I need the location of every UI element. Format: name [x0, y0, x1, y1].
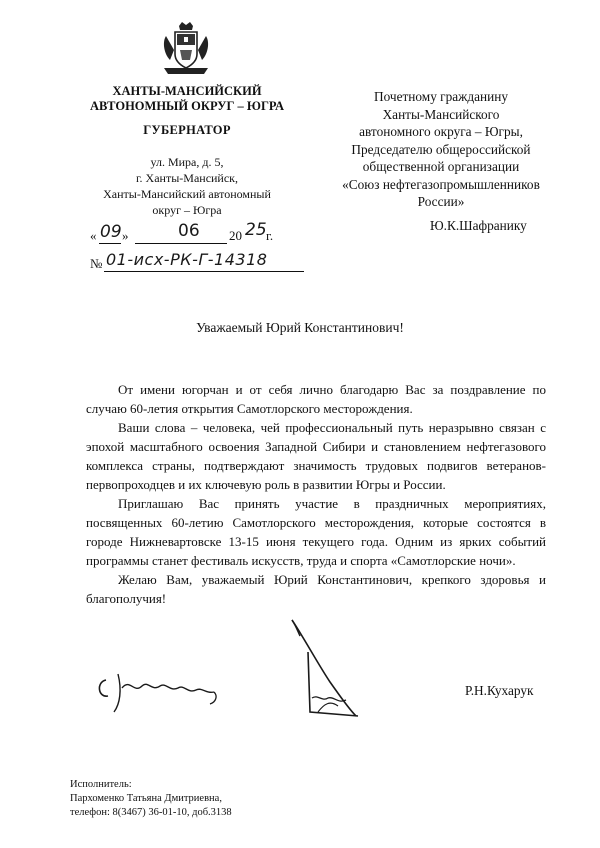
coat-of-arms-icon [160, 20, 212, 78]
executor-label: Исполнитель: [70, 779, 132, 790]
recipient-line: общественной организации [362, 159, 520, 174]
recipient-line: Председателю общероссийской [351, 141, 531, 157]
number-underline [104, 271, 304, 272]
recipient-block [316, 88, 566, 211]
recipient-line: «Союз нефтегазопромышленников [342, 176, 540, 192]
recipient-line: Почетному гражданину [373, 89, 509, 104]
signature-mark [278, 612, 388, 722]
address-line: г. Ханты-Мансийск, [135, 171, 239, 185]
org-line-1: ХАНТЫ-МАНСИЙСКИЙ [112, 84, 262, 98]
recipient-line: автономного округа – Югры, [359, 124, 523, 139]
date-close-quote: » [122, 228, 129, 243]
date-month-underline [135, 243, 227, 244]
executor-name: Пархоменко Татьяна Дмитриевна, [70, 793, 222, 804]
date-open-quote: « [90, 228, 97, 243]
executor-phone: телефон: 8(3467) 36-01-10, доб.3138 [70, 807, 232, 818]
signatory-name: Р.Н.Кухарук [465, 683, 534, 698]
org-line-2: АВТОНОМНЫЙ ОКРУГ – ЮГРА [89, 99, 284, 113]
address-line: Ханты-Мансийский автономный [103, 187, 271, 201]
recipient-name: Ю.К.Шафранику [430, 218, 527, 233]
address-line: округ – Югра [152, 203, 222, 217]
address-line: ул. Мира, д. 5, [150, 155, 224, 169]
paragraph: Ваши слова – человека, чей профессиональный путь неразрывно связан с эпохой масштабного освоения Западной Сибири и становлением нефтегазового комплекса страны, подтверждают значимость трудовых подвигов ветеранов-первопроходцев и их ключевую роль в развитии Югры и России. [86, 420, 546, 492]
recipient-line: Ханты-Мансийского [382, 106, 500, 122]
date-month: 06 [178, 221, 200, 241]
letter-body [86, 380, 546, 608]
number-label: № [90, 256, 103, 271]
paragraph: От имени югорчан и от себя лично благодарю Вас за поздравление по случаю 60-летия открытия Самотлорского месторождения. [86, 382, 546, 416]
handwritten-regards [92, 660, 232, 720]
organization-name [62, 84, 312, 114]
sender-address [62, 154, 312, 218]
recipient-line: России» [417, 194, 465, 209]
date-year-prefix: 20 [229, 228, 242, 243]
paragraph: Желаю Вам, уважаемый Юрий Константинович, крепкого здоровья и благополучия! [86, 572, 546, 606]
date-year-unit: г. [266, 228, 274, 243]
date-year-suffix: 25 [245, 220, 267, 240]
date-day: 09 [100, 222, 122, 242]
registration-number [90, 250, 320, 275]
governor-title: ГУБЕРНАТОР [143, 123, 231, 137]
greeting: Уважаемый Юрий Константинович! [196, 320, 404, 335]
executor-block [70, 778, 232, 820]
date-field [90, 220, 280, 248]
number-value: 01-исх-РК-Г-14318 [106, 250, 268, 269]
date-day-underline [99, 243, 121, 244]
paragraph: Приглашаю Вас принять участие в праздничных мероприятиях, посвященных 60-летию Самотлорского месторождения, которые состоятся в городе Нижневартовске 13-15 июня текущего года. Одним из ярких событий программы станет фестиваль искусств, труда и спорта «Самотлорские ночи». [86, 496, 546, 568]
